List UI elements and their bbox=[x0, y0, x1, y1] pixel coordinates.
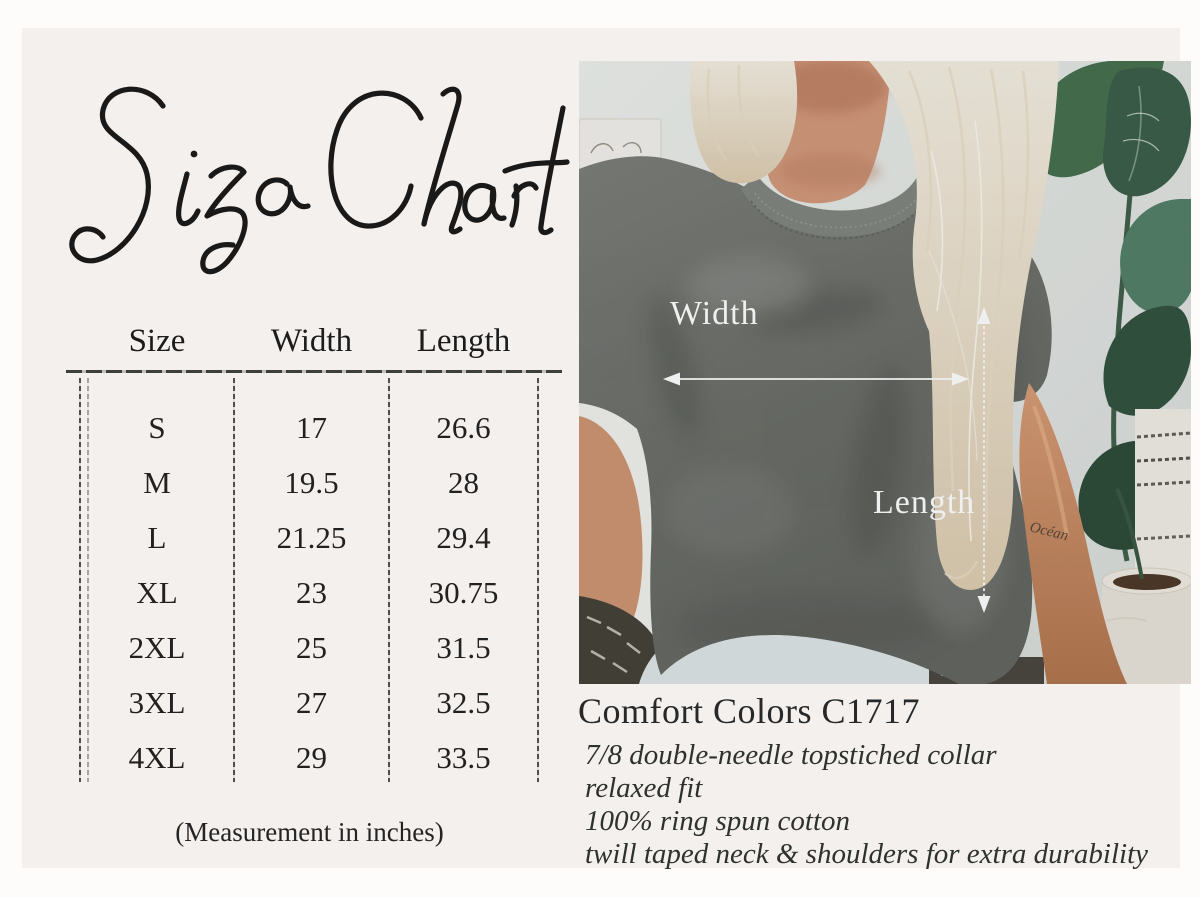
size-table-body bbox=[80, 400, 538, 785]
table-row bbox=[80, 620, 538, 675]
length-label: Length bbox=[873, 484, 976, 521]
product-features bbox=[585, 739, 1148, 871]
cell-length: 31.5 bbox=[436, 629, 491, 665]
cell-size: XL bbox=[136, 574, 178, 610]
content-panel bbox=[22, 28, 1180, 868]
table-row bbox=[80, 730, 538, 785]
cell-size: M bbox=[143, 464, 171, 500]
script-title-strokes bbox=[72, 89, 567, 271]
cell-length: 26.6 bbox=[436, 409, 491, 445]
table-row bbox=[80, 455, 538, 510]
cell-length: 28 bbox=[448, 464, 479, 500]
tattoo-text: Océan bbox=[1028, 519, 1070, 545]
cell-size: 2XL bbox=[128, 629, 186, 665]
table-row bbox=[80, 675, 538, 730]
column-header-width: Width bbox=[270, 322, 353, 359]
photo-grain bbox=[579, 61, 1191, 684]
cell-length: 33.5 bbox=[436, 739, 491, 775]
measurement-note: (Measurement in inches) bbox=[175, 817, 444, 847]
table-row bbox=[80, 565, 538, 620]
cell-size: L bbox=[147, 519, 167, 555]
cell-size: 3XL bbox=[128, 684, 186, 720]
cell-size: 4XL bbox=[128, 739, 186, 775]
cell-length: 32.5 bbox=[436, 684, 491, 720]
cell-width: 23 bbox=[296, 574, 327, 610]
feature-item: 7/8 double-needle topstiched collar bbox=[585, 739, 997, 771]
photo-scene bbox=[579, 61, 1191, 684]
feature-item: 100% ring spun cotton bbox=[585, 805, 851, 837]
feature-item: relaxed fit bbox=[585, 772, 703, 804]
column-header-length: Length bbox=[416, 322, 511, 359]
product-name: Comfort Colors C1717 bbox=[578, 691, 921, 731]
column-header-size: Size bbox=[128, 322, 186, 359]
table-row bbox=[80, 510, 538, 565]
width-label: Width bbox=[670, 295, 759, 332]
size-chart-script-title bbox=[55, 76, 570, 276]
cell-length: 30.75 bbox=[428, 574, 499, 610]
table-row bbox=[80, 400, 538, 455]
cell-width: 27 bbox=[296, 684, 327, 720]
table-header-rule bbox=[66, 370, 562, 373]
cell-width: 21.25 bbox=[276, 519, 347, 555]
page-title bbox=[22, 28, 23, 29]
cell-size: S bbox=[148, 409, 166, 445]
cell-width: 29 bbox=[296, 739, 327, 775]
i-dot bbox=[191, 151, 198, 158]
cell-width: 25 bbox=[296, 629, 327, 665]
cell-width: 19.5 bbox=[284, 464, 339, 500]
cell-width: 17 bbox=[296, 409, 327, 445]
cell-length: 29.4 bbox=[436, 519, 491, 555]
feature-item: twill taped neck & shoulders for extra durability bbox=[585, 838, 1149, 870]
product-photo bbox=[579, 61, 1191, 684]
size-table-header bbox=[80, 318, 538, 364]
